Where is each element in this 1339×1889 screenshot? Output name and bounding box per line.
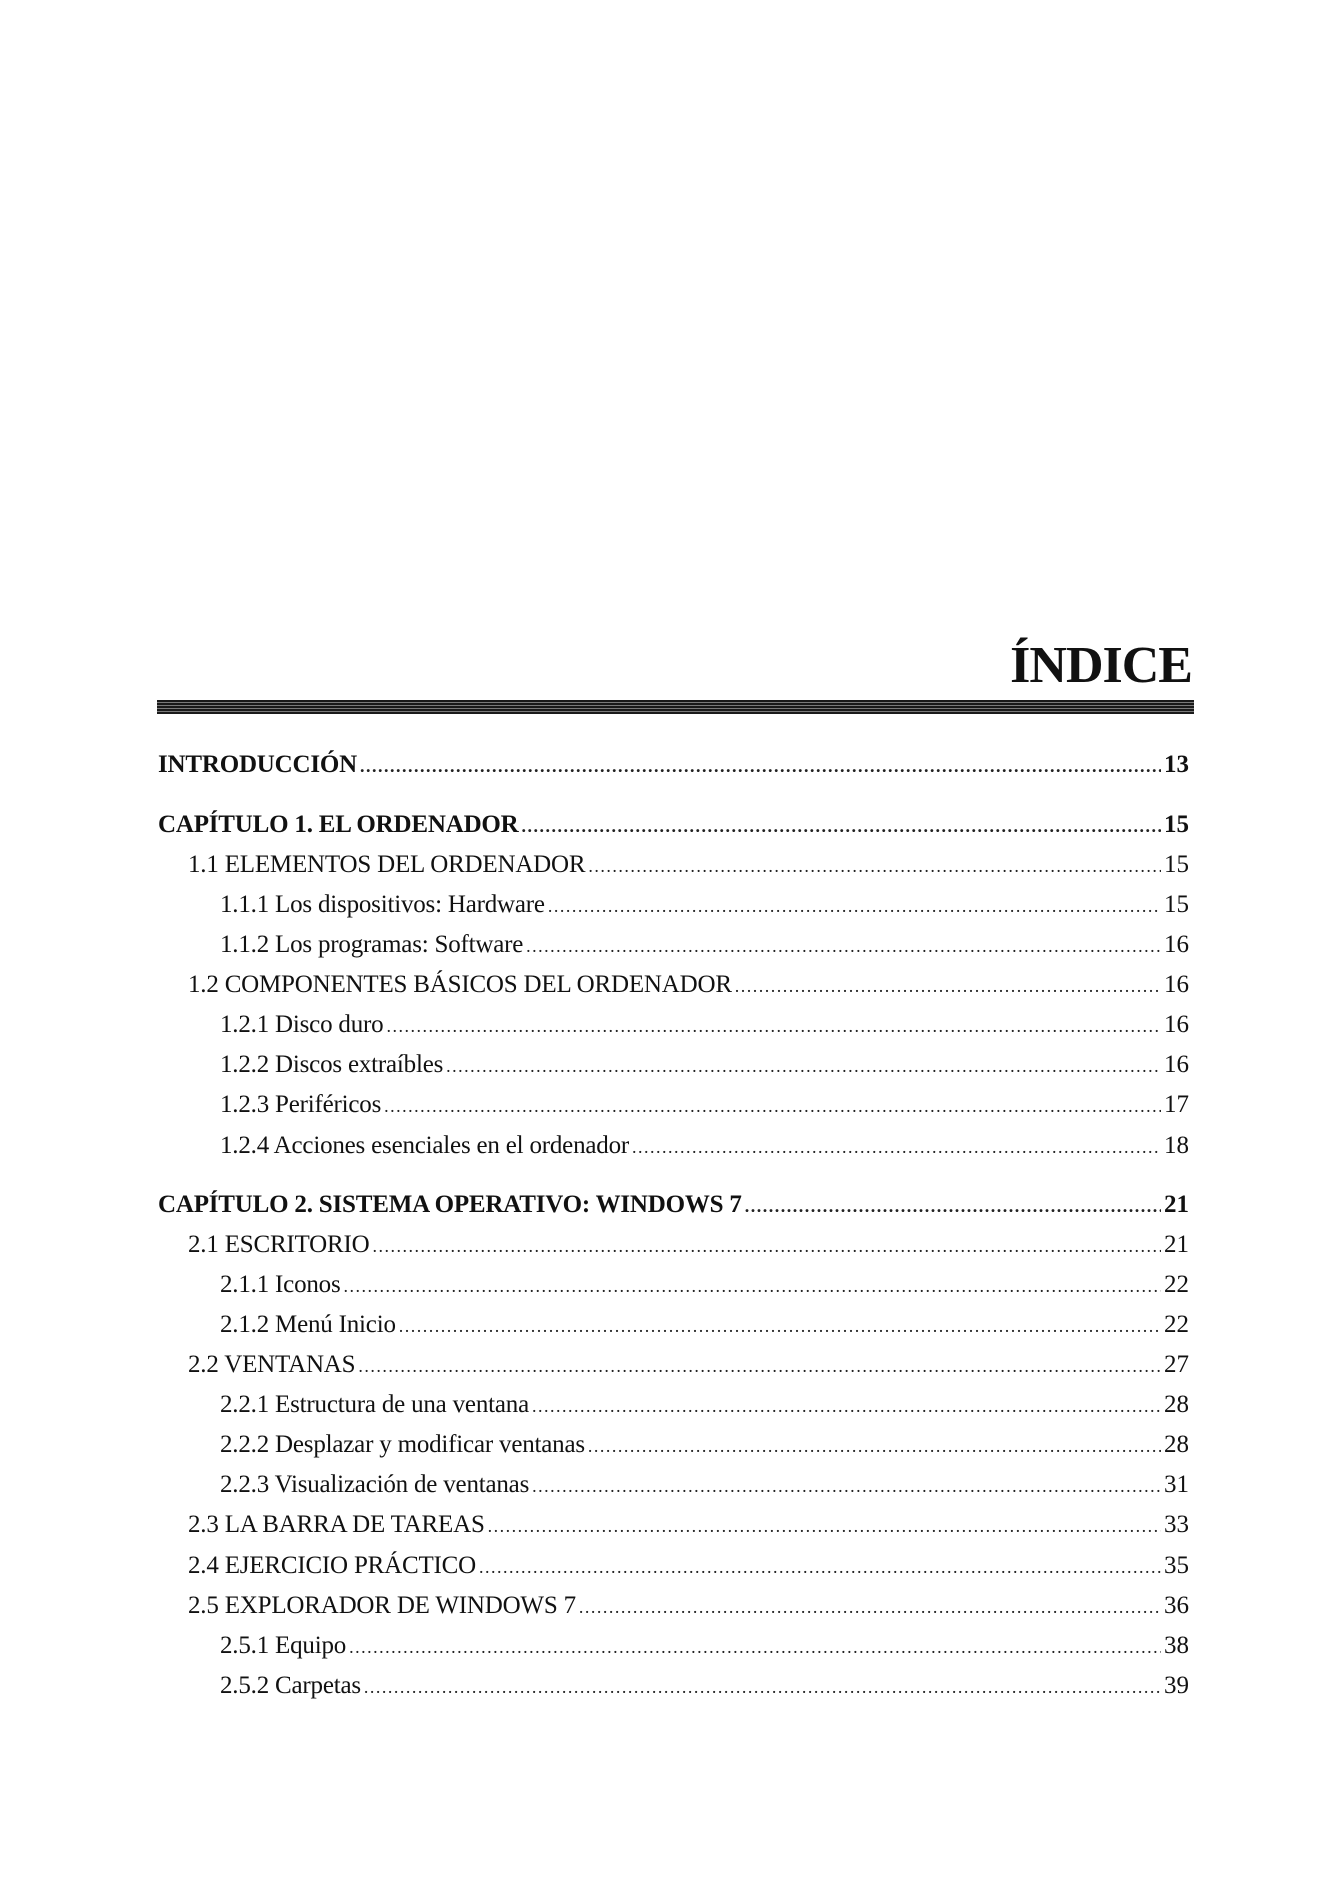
toc-entry [158,748,1189,782]
toc-entry-page-number: 17 [1164,1091,1189,1118]
toc-entry-label: 1.1.1 Los dispositivos: Hardware [220,891,545,918]
toc-entry-label: 1.2.3 Periféricos [220,1091,382,1118]
toc-dot-leader [526,929,1161,963]
toc-entry [188,1549,1189,1583]
toc-dot-leader [632,1130,1161,1164]
toc-entry [220,1268,1189,1302]
toc-entry-page-number: 28 [1164,1431,1189,1458]
toc-entry-page-number: 22 [1164,1311,1189,1338]
toc-entry-label: 2.4 EJERCICIO PRÁCTICO [188,1552,476,1579]
toc-dot-leader [479,1550,1161,1584]
toc-entry-label: 2.2.1 Estructura de una ventana [220,1391,529,1418]
toc-entry-label: INTRODUCCIÓN [158,751,358,778]
toc-entry-page-number: 16 [1164,1011,1189,1038]
toc-entry-page-number: 16 [1164,1051,1189,1078]
toc-entry-label: 2.1.1 Iconos [220,1271,341,1298]
toc-entry [220,1629,1189,1663]
toc-entry-label: 1.2.1 Disco duro [220,1011,384,1038]
toc-entry [220,888,1189,922]
toc-entry-page-number: 36 [1164,1592,1189,1619]
toc-entry-label: 2.5.1 Equipo [220,1632,347,1659]
toc-entry-label: 2.2.2 Desplazar y modificar ventanas [220,1431,585,1458]
toc-entry-page-number: 15 [1164,891,1189,918]
toc-entry-page-number: 21 [1164,1231,1189,1258]
toc-entry [188,1348,1189,1382]
toc-entry [220,1669,1189,1703]
toc-entry-label: 1.1 ELEMENTOS DEL ORDENADOR [188,851,586,878]
toc-entry [220,1008,1189,1042]
toc-entry-page-number: 21 [1164,1191,1189,1218]
toc-entry [188,1508,1189,1542]
toc-entry [220,1088,1189,1122]
toc-dot-leader [399,1309,1161,1343]
toc-entry-page-number: 15 [1164,811,1189,838]
toc-dot-leader [384,1089,1161,1123]
toc-entry-label: 2.1 ESCRITORIO [188,1231,370,1258]
toc-entry-page-number: 39 [1164,1672,1189,1699]
toc-dot-leader [588,1429,1161,1463]
toc-entry-page-number: 28 [1164,1391,1189,1418]
toc-entry-label: 2.2 VENTANAS [188,1351,356,1378]
toc-entry-page-number: 22 [1164,1271,1189,1298]
toc-dot-leader [488,1509,1161,1543]
toc-dot-leader [588,849,1161,883]
toc-entry-label: CAPÍTULO 1. EL ORDENADOR [158,811,519,838]
toc-entry [188,1589,1189,1623]
toc-dot-leader [735,969,1161,1003]
toc-dot-leader [372,1229,1161,1263]
toc-entry-page-number: 31 [1164,1471,1189,1498]
toc-dot-leader [358,1349,1161,1383]
toc-entry [220,1468,1189,1502]
toc-entry-page-number: 18 [1164,1132,1189,1159]
toc-entry-page-number: 13 [1164,751,1189,778]
toc-dot-leader [344,1269,1161,1303]
toc-dot-leader [446,1049,1161,1083]
toc-entry [220,1388,1189,1422]
toc-entry [220,1428,1189,1462]
toc-entry-page-number: 16 [1164,931,1189,958]
toc-entry-label: 1.2.4 Acciones esenciales en el ordenador [220,1132,629,1159]
toc-entry-label: 2.1.2 Menú Inicio [220,1311,396,1338]
toc-dot-leader [548,889,1161,923]
toc-entry [220,1129,1189,1163]
toc-entry [188,848,1189,882]
toc-entry [188,1228,1189,1262]
toc-dot-leader [579,1590,1161,1624]
toc-entry-page-number: 16 [1164,971,1189,998]
toc-entry [220,1048,1189,1082]
toc-entry-page-number: 35 [1164,1552,1189,1579]
toc-entry-label: 2.5.2 Carpetas [220,1672,361,1699]
toc-entry-label: 2.3 LA BARRA DE TAREAS [188,1511,485,1538]
toc-entry-label: 1.1.2 Los programas: Software [220,931,524,958]
toc-entry-label: 1.2 COMPONENTES BÁSICOS DEL ORDENADOR [188,971,732,998]
toc-entry-page-number: 33 [1164,1511,1189,1538]
toc-dot-leader [532,1389,1161,1423]
toc-dot-leader [532,1469,1161,1503]
toc-entry [220,1308,1189,1342]
toc-entry-label: 2.2.3 Visualización de ventanas [220,1471,530,1498]
page-title: ÍNDICE [1010,637,1192,694]
toc-entry [188,968,1189,1002]
toc-dot-leader [360,749,1161,783]
toc-entry-label: 2.5 EXPLORADOR DE WINDOWS 7 [188,1592,576,1619]
toc-dot-leader [386,1009,1161,1043]
toc-entry [158,808,1189,842]
toc-dot-leader [364,1670,1161,1704]
toc-dot-leader [349,1630,1161,1664]
toc-dot-leader [522,809,1161,843]
toc-entry-page-number: 38 [1164,1632,1189,1659]
toc-entry-page-number: 27 [1164,1351,1189,1378]
toc-entry-label: 1.2.2 Discos extraíbles [220,1051,444,1078]
toc-entry-label: CAPÍTULO 2. SISTEMA OPERATIVO: WINDOWS 7 [158,1191,742,1218]
toc-entry-page-number: 15 [1164,851,1189,878]
toc-entry [158,1188,1189,1222]
toc-dot-leader [745,1189,1161,1223]
toc-entry [220,928,1189,962]
